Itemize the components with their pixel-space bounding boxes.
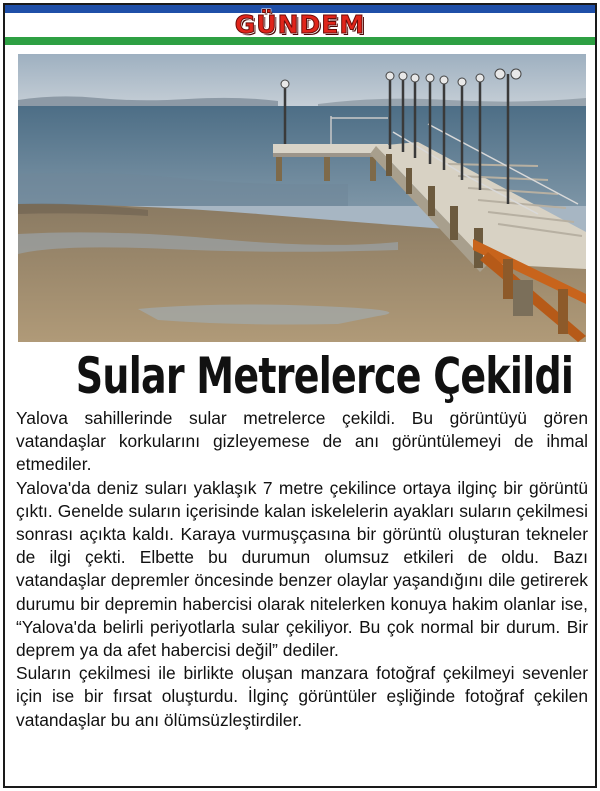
news-photo xyxy=(18,54,586,342)
pier-photo xyxy=(18,54,586,342)
article-paragraph: Yalova sahillerinde sular metrelerce çekildi. Bu görüntüyü gören vatandaşlar korkularını gizleyemese de anı görüntülemeyi de ihmal etmediler. xyxy=(16,408,588,475)
newspaper-clipping xyxy=(3,3,597,788)
article-paragraph: Yalova'da deniz suları yaklaşık 7 metre çekilince ortaya ilginç bir görüntü çıktı. Genelde suların içerisinde kalan iskelelerin ayakları suların çekilmesi sonrası açıkta kaldı. Karaya vurmuşçasına bir görüntü oluşturan tekneler de ilgi çekti. Elbette bu durumun olumsuz etkileri de oldu. Bazı vatandaşlar depremler öncesinde benzer olaylar yaşandığını dile getirerek durumu bir depremin habercisi olarak nitelerken konuya hakim olanlar ise, “Yalova'da belirli periyotlarla sular çekiliyor. Bu çok normal bir durum. Bir deprem ya da afet habercisi değil” dediler. xyxy=(16,477,588,661)
article-paragraph: Suların çekilmesi ile birlikte oluşan manzara fotoğraf çekilmeyi sevenler için ise bir fırsat oluşturdu. İlginç görüntüler eşliğinde fotoğraf çekilen vatandaşlar bu anı ölümsüzleştirdiler. xyxy=(16,663,588,730)
headline: Sular Metrelerce Çekildi xyxy=(75,347,574,405)
article-body xyxy=(16,407,588,732)
section-header xyxy=(5,5,595,45)
section-label: GÜNDEM xyxy=(234,10,366,39)
